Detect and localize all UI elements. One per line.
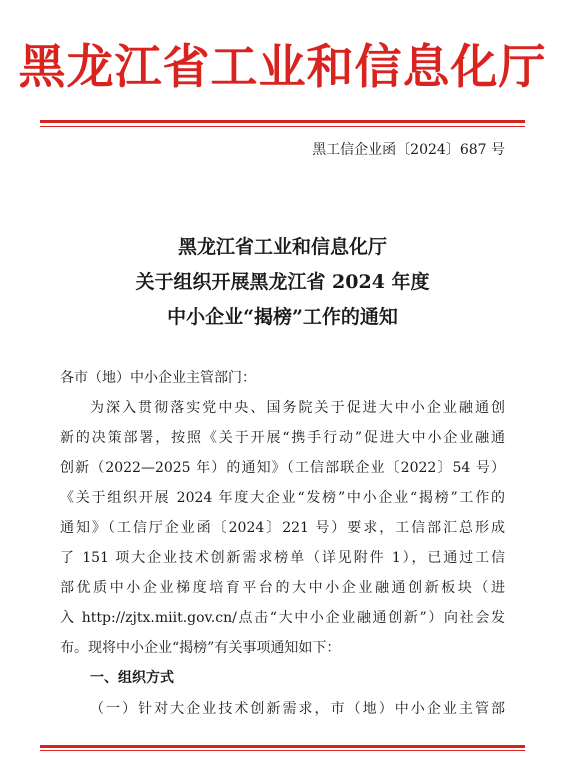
paragraph-line: 《关于组织开展 2024 年度大企业“发榜”中小企业“揭榜”工作的 xyxy=(60,490,505,506)
document-title-line-3: 中小企业“揭榜”工作的通知 xyxy=(167,306,398,328)
section-text: （一）针对大企业技术创新需求，市（地）中小企业主管部 xyxy=(90,701,505,717)
paragraph-line: 通知》（工信厅企业函〔2024〕221 号）要求，工信部汇总形成 xyxy=(60,520,505,536)
letterhead-top-rule-thick xyxy=(40,120,525,123)
paragraph-line: 布。现将中小企业“揭榜”有关事项通知如下： xyxy=(60,640,341,656)
footer-rule-thin xyxy=(40,750,525,751)
paragraph-line: 了 151 项大企业技术创新需求榜单（详见附件 1），已通过工信 xyxy=(60,550,505,566)
document-title-line-1: 黑龙江省工业和信息化厅 xyxy=(177,236,387,258)
paragraph-line: 入 http://zjtx.miit.gov.cn/点击“大中小企业融通创新”）向社会发 xyxy=(60,610,505,626)
salutation: 各市（地）中小企业主管部门： xyxy=(60,370,256,386)
document-number: 黑工信企业函〔2024〕687 号 xyxy=(312,142,505,158)
document-title-line-2: 关于组织开展黑龙江省 2024 年度 xyxy=(135,271,430,293)
paragraph-line: 为深入贯彻落实党中央、国务院关于促进大中小企业融通创 xyxy=(90,400,505,416)
paragraph-line: 创新（2022—2025 年）的通知》（工信部联企业〔2022〕54 号） xyxy=(60,460,505,476)
section-heading: 一、组织方式 xyxy=(90,670,174,686)
paragraph-line: 新的决策部署，按照《关于开展“携手行动”促进大中小企业融通 xyxy=(60,430,505,446)
footer-rule-thick xyxy=(40,745,525,748)
paragraph-line: 部优质中小企业梯度培育平台的大中小企业融通创新板块（进 xyxy=(60,580,505,596)
letterhead-top-rule-thin xyxy=(40,126,525,127)
body-paragraph xyxy=(60,393,505,663)
letterhead-title: 黑龙江省工业和信息化厅 xyxy=(18,40,547,95)
document-title xyxy=(0,230,565,335)
